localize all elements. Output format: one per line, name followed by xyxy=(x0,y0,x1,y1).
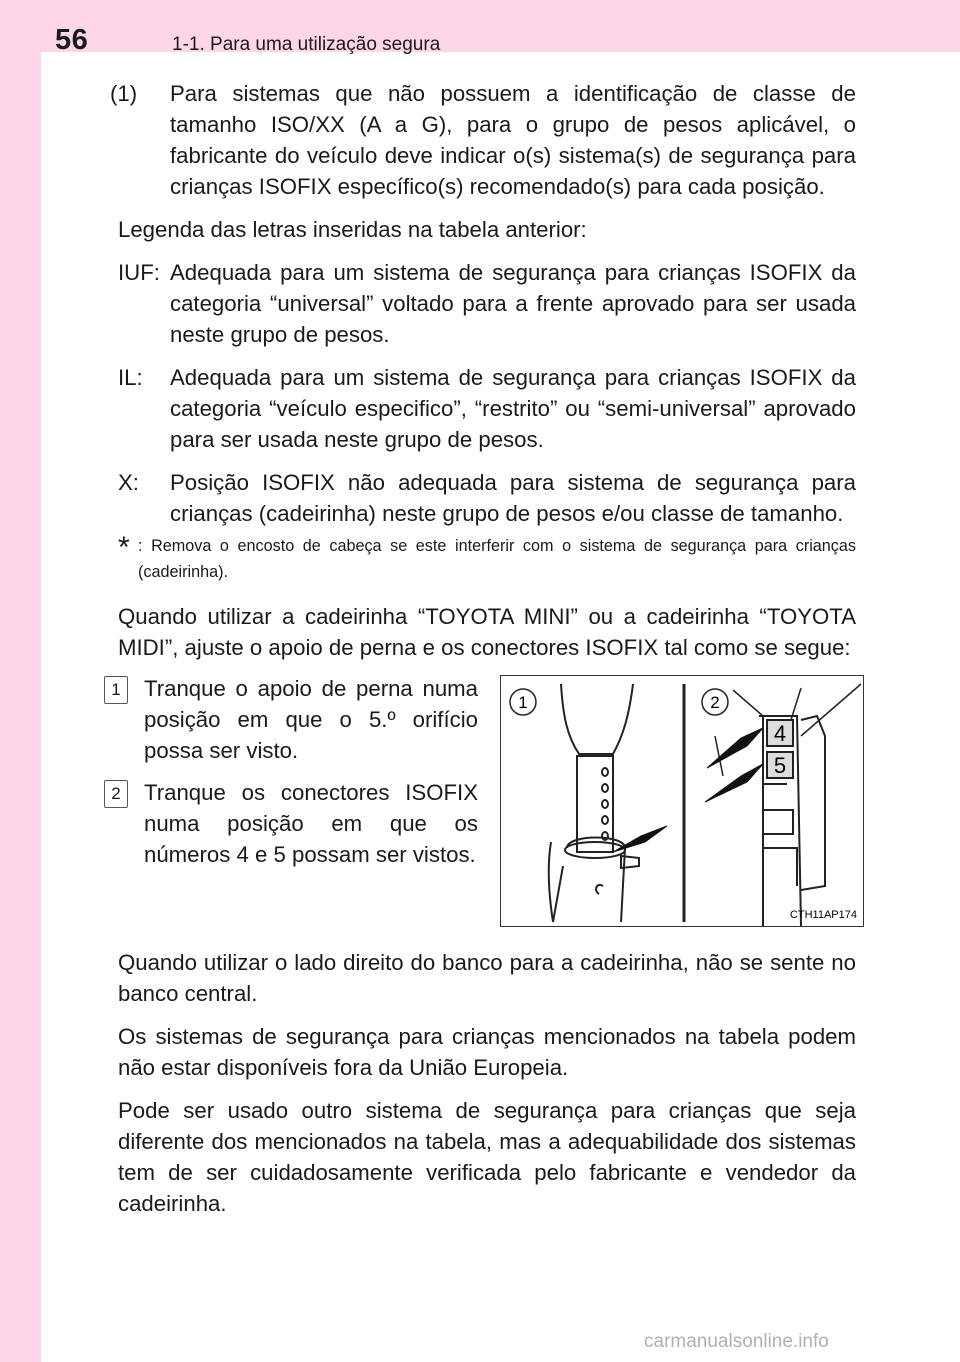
steps-section xyxy=(111,673,857,939)
side-color-bar xyxy=(0,0,41,1362)
note-item-1-label: (1) xyxy=(110,81,138,106)
step-2-number: 2 xyxy=(104,780,128,808)
step-1 xyxy=(111,673,478,766)
step-1-number: 1 xyxy=(104,676,128,704)
callout-1: 1 xyxy=(518,693,528,712)
section-title: 1-1. Para uma utilização segura xyxy=(172,34,441,55)
legend-intro: Legenda das letras inseridas na tabela anterior: xyxy=(118,217,587,242)
label-5: 5 xyxy=(773,753,787,778)
eu-availability-paragraph: Os sistemas de segurança para crianças mencionados na tabela podem não estar disponíveis fora da União Europeia. xyxy=(118,1024,856,1080)
footnote xyxy=(118,533,856,585)
footnote-mark: * xyxy=(118,531,130,564)
legend-il-text: Adequada para um sistema de segurança para crianças ISOFIX da categoria “veículo especifico”, “restrito” ou “semi-universal” aprovado para ser usada neste grupo de pesos. xyxy=(170,365,856,452)
page-number: 56 xyxy=(55,24,89,56)
note-item-1-text: Para sistemas que não possuem a identificação de classe de tamanho ISO/XX (A a G), para o grupo de pesos aplicável, o fabricante do veículo deve indicar o(s) sistema(s) de segurança para crianças ISOFIX específico(s) recomendado(s) para cada posição. xyxy=(170,81,856,199)
page-content xyxy=(110,78,857,1219)
isofix-illustration-svg xyxy=(501,676,863,926)
label-4: 4 xyxy=(773,721,787,746)
footnote-text: : Remova o encosto de cabeça se este interferir com o sistema de segurança para crianças (cadeirinha). xyxy=(138,537,856,581)
watermark: carmanualsonline.info xyxy=(644,1331,829,1352)
step-2 xyxy=(111,777,478,870)
legend-iuf-text: Adequada para um sistema de segurança para crianças ISOFIX da categoria “universal” voltado para a frente aprovado para ser usada neste grupo de pesos. xyxy=(170,260,856,347)
legend-x-text: Posição ISOFIX não adequada para sistema de segurança para crianças (cadeirinha) neste grupo de pesos e/ou classe de tamanho. xyxy=(170,470,856,526)
legend-iuf-label: IUF: xyxy=(118,260,160,285)
callout-2: 2 xyxy=(710,693,720,712)
legend-x-label: X: xyxy=(118,470,139,495)
other-systems-paragraph: Pode ser usado outro sistema de segurança para crianças que seja diferente dos mencionados na tabela, mas a adequabilidade dos sistemas tem de ser cuidadosamente verificada pelo fabricante e vendedor da cadeirinha. xyxy=(118,1098,856,1216)
illustration-code: CTH11AP174 xyxy=(789,909,857,921)
step-1-text: Tranque o apoio de perna numa posição em que o 5.º orifício possa ser visto. xyxy=(144,676,478,763)
right-side-paragraph: Quando utilizar o lado direito do banco para a cadeirinha, não se sente no banco central. xyxy=(118,950,856,1006)
legend-iuf xyxy=(118,257,856,350)
legend-x xyxy=(118,467,856,529)
step-2-text: Tranque os conectores ISOFIX numa posição em que os números 4 e 5 possam ser vistos. xyxy=(144,780,478,867)
legend-il xyxy=(118,362,856,455)
legend-il-label: IL: xyxy=(118,365,143,390)
note-item-1 xyxy=(110,78,856,202)
isofix-illustration xyxy=(500,675,864,927)
toyota-seat-paragraph: Quando utilizar a cadeirinha “TOYOTA MINI” ou a cadeirinha “TOYOTA MIDI”, ajuste o apoio de perna e os conectores ISOFIX tal como se segue: xyxy=(118,604,856,660)
